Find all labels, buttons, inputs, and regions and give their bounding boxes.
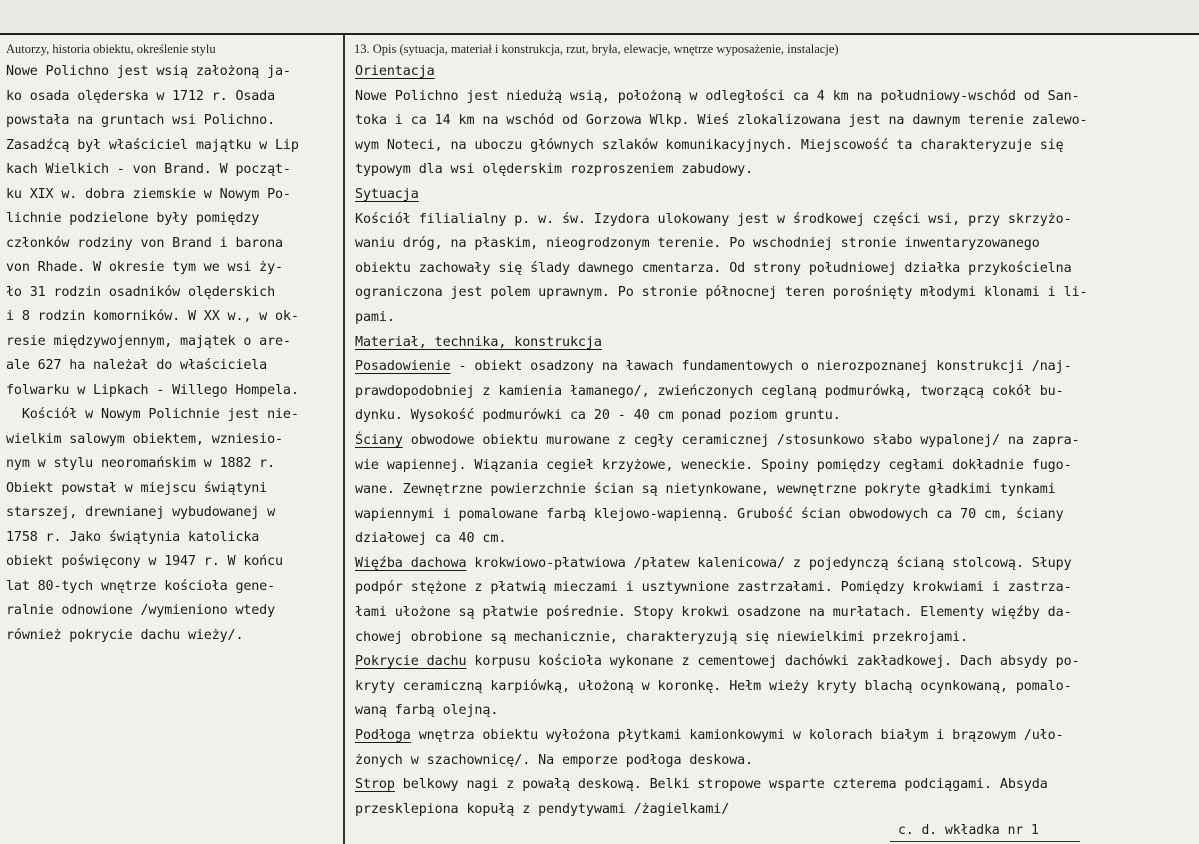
description-text: waną farbą olejną. — [355, 703, 499, 719]
description-line — [355, 380, 1191, 405]
description-text: dynku. Wysokość podmurówki ca 20 - 40 cm ponad poziom gruntu. — [355, 408, 841, 424]
description-text: belkowy nagi z powałą deskową. Belki stropowe wsparte czterema podciągami. Absyda — [394, 777, 1048, 793]
description-line — [355, 331, 1191, 356]
history-line: kach Wielkich - von Brand. W począt- — [6, 162, 291, 177]
description-text: ograniczona jest polem uprawnym. Po stronie północnej teren porośnięty młodymi klonami i li- — [355, 285, 1088, 301]
description-line — [355, 208, 1191, 233]
history-line: Kościół w Nowym Polichnie jest nie- — [6, 407, 299, 422]
scan-margin — [0, 0, 1199, 33]
description-line — [355, 724, 1191, 749]
history-line: wielkim salowym obiektem, wzniesio- — [6, 431, 283, 447]
description-text: krokwiowo-płatwiowa /płatew kalenicowa/ z pojedynczą ścianą stolcową. Słupy — [466, 555, 1072, 571]
description-line — [355, 134, 1191, 159]
description-text: prawdopodobniej z kamienia łamanego/, zwieńczonych ceglaną podmurówką, tworzącą cokół bu- — [355, 383, 1064, 399]
history-line: lichnie podzielone były pomiędzy — [6, 211, 260, 226]
history-line: obiekt poświęcony w 1947 r. W końcu — [6, 554, 283, 569]
footer-rule — [890, 841, 1080, 842]
description-line — [355, 527, 1191, 552]
description-line — [355, 60, 1191, 85]
history-line: i 8 rodzin komorników. W XX w., w ok- — [6, 309, 299, 324]
continuation-note: c. d. wkładka nr 1 — [898, 823, 1039, 838]
history-line: ale 627 ha należał do właściciela — [6, 358, 268, 373]
description-text: chowej obrobione są mechanicznie, charakteryzują się niewielkimi przekrojami. — [355, 629, 969, 645]
history-line: nym w stylu neoromańskim w 1882 r. — [6, 456, 276, 471]
description-text: pami. — [355, 309, 395, 325]
description-line — [355, 183, 1191, 208]
section-heading: Ściany — [355, 432, 403, 448]
section-heading: Strop — [355, 777, 395, 793]
description-line — [355, 798, 1191, 823]
description-line — [355, 601, 1191, 626]
history-line: 1758 r. Jako świątynia katolicka — [6, 529, 260, 545]
history-line: ralnie odnowione /wymieniono wtedy — [6, 603, 276, 618]
description-text: kryty ceramiczną karpiówką, ułożoną w koronkę. Hełm wieży kryty blachą ocynkowaną, pomalo- — [355, 678, 1072, 694]
description-line — [355, 699, 1191, 724]
history-line: członków rodziny von Brand i barona — [6, 235, 283, 251]
history-line: powstała na gruntach wsi Polichno. — [6, 113, 276, 128]
description-text: wym Noteci, na uboczu głównych szlaków komunikacyjnych. Miejscowość ta charakteryzuje się — [355, 137, 1064, 153]
description-text: obwodowe obiektu murowane z cegły ceramicznej /stosunkowo słabo wypalonej/ na zapra- — [402, 432, 1080, 448]
history-line: Obiekt powstał w miejscu świątyni — [6, 480, 268, 496]
description-text: przesklepiona kopułą z pendytywami /żagielkami/ — [355, 801, 730, 817]
description-column — [355, 60, 1191, 822]
description-line — [355, 675, 1191, 700]
description-text: - obiekt osadzony na ławach fundamentowych o nierozpoznanej konstrukcji /naj- — [450, 359, 1072, 375]
description-line — [355, 404, 1191, 429]
description-text: działowej ca 40 cm. — [355, 531, 507, 547]
description-text: korpusu kościoła wykonane z cementowej dachówki zakładkowej. Dach absydy po- — [466, 654, 1080, 670]
form-top-rule — [0, 33, 1199, 35]
description-line — [355, 626, 1191, 651]
description-line — [355, 552, 1191, 577]
description-line — [355, 503, 1191, 528]
history-line: resie międzywojennym, majątek o are- — [6, 333, 291, 349]
description-text: wapiennymi i pomalowane farbą klejowo-wapienną. Grubość ścian obwodowych ca 70 cm, ściany — [355, 506, 1064, 522]
history-line: ło 31 rodzin osadników olęderskich — [6, 284, 276, 300]
description-line — [355, 576, 1191, 601]
description-text: żonych w szachownicę/. Na emporze podłoga deskowa. — [355, 752, 754, 768]
section-heading: Więźba dachowa — [355, 555, 467, 571]
description-line — [355, 429, 1191, 454]
right-column-header: 13. Opis (sytuacja, materiał i konstrukcja, rzut, bryła, elewacje, wnętrze wyposażenie, instalacje) — [354, 42, 839, 56]
description-line — [355, 773, 1191, 798]
description-line — [355, 306, 1191, 331]
description-text: typowym dla wsi olęderskim rozproszeniem zabudowy. — [355, 162, 754, 178]
history-line: ku XIX w. dobra ziemskie w Nowym Po- — [6, 186, 291, 202]
description-line — [355, 257, 1191, 282]
description-text: wane. Zewnętrzne powierzchnie ścian są nietynkowane, wewnętrzne pokryte gładkimi tynkami — [355, 482, 1056, 498]
section-heading: Orientacja — [355, 64, 435, 79]
description-line — [355, 281, 1191, 306]
description-line — [355, 749, 1191, 774]
history-line: lat 80-tych wnętrze kościoła gene- — [6, 578, 276, 594]
description-text: wnętrza obiektu wyłożona płytkami kamionkowymi w kolorach białym i brązowym /uło- — [410, 728, 1064, 744]
section-heading: Podłoga — [355, 728, 411, 744]
history-line: ko osada olęderska w 1712 r. Osada — [6, 88, 276, 104]
section-heading: Posadowienie — [355, 359, 451, 375]
description-text: obiektu zachowały się ślady dawnego cmentarza. Od strony południowej działka przykościelna — [355, 260, 1072, 276]
description-text: Nowe Polichno jest niedużą wsią, położoną w odległości ca 4 km na południowy-wschód od San- — [355, 88, 1080, 104]
section-heading: Sytuacja — [355, 186, 419, 202]
history-line: również pokrycie dachu wieży/. — [6, 627, 244, 643]
description-line — [355, 478, 1191, 503]
description-line — [355, 109, 1191, 134]
description-text: wie wapiennej. Wiązania cegieł krzyżowe, weneckie. Spoiny pomiędzy cegłami dokładnie fugo- — [355, 457, 1072, 473]
history-line: folwarku w Lipkach - Willego Hompela. — [6, 382, 299, 398]
description-line — [355, 232, 1191, 257]
section-heading: Materiał, technika, konstrukcja — [355, 334, 602, 350]
description-line — [355, 158, 1191, 183]
column-divider — [343, 35, 345, 844]
section-heading: Pokrycie dachu — [355, 654, 467, 670]
history-line: von Rhade. W okresie tym we wsi ży- — [6, 260, 283, 275]
description-text: podpór stężone z płatwią mieczami i usztywnione zastrzałami. Pomiędzy krokwiami i zastrza- — [355, 580, 1072, 596]
description-text: Kościół filialialny p. w. św. Izydora ulokowany jest w środkowej części wsi, przy skrzyżo- — [355, 211, 1072, 227]
history-column — [6, 60, 338, 648]
left-column-header: Autorzy, historia obiektu, określenie stylu — [6, 42, 216, 56]
description-line — [355, 355, 1191, 380]
description-text: łami ułożone są płatwie pośrednie. Stopy krokwi osadzone na murłatach. Elementy więźby da- — [355, 605, 1072, 621]
description-line — [355, 85, 1191, 110]
history-line: Zasadźcą był właściciel majątku w Lip — [6, 137, 299, 153]
description-line — [355, 650, 1191, 675]
description-line — [355, 454, 1191, 479]
history-line: Nowe Polichno jest wsią założoną ja- — [6, 64, 291, 79]
description-text: waniu dróg, na płaskim, nieogrodzonym terenie. Po wschodniej stronie inwentaryzowanego — [355, 236, 1040, 252]
history-line: starszej, drewnianej wybudowanej w — [6, 505, 276, 520]
description-text: toka i ca 14 km na wschód od Gorzowa Wlkp. Wieś zlokalizowana jest na dawnym terenie zalewo- — [355, 113, 1088, 129]
